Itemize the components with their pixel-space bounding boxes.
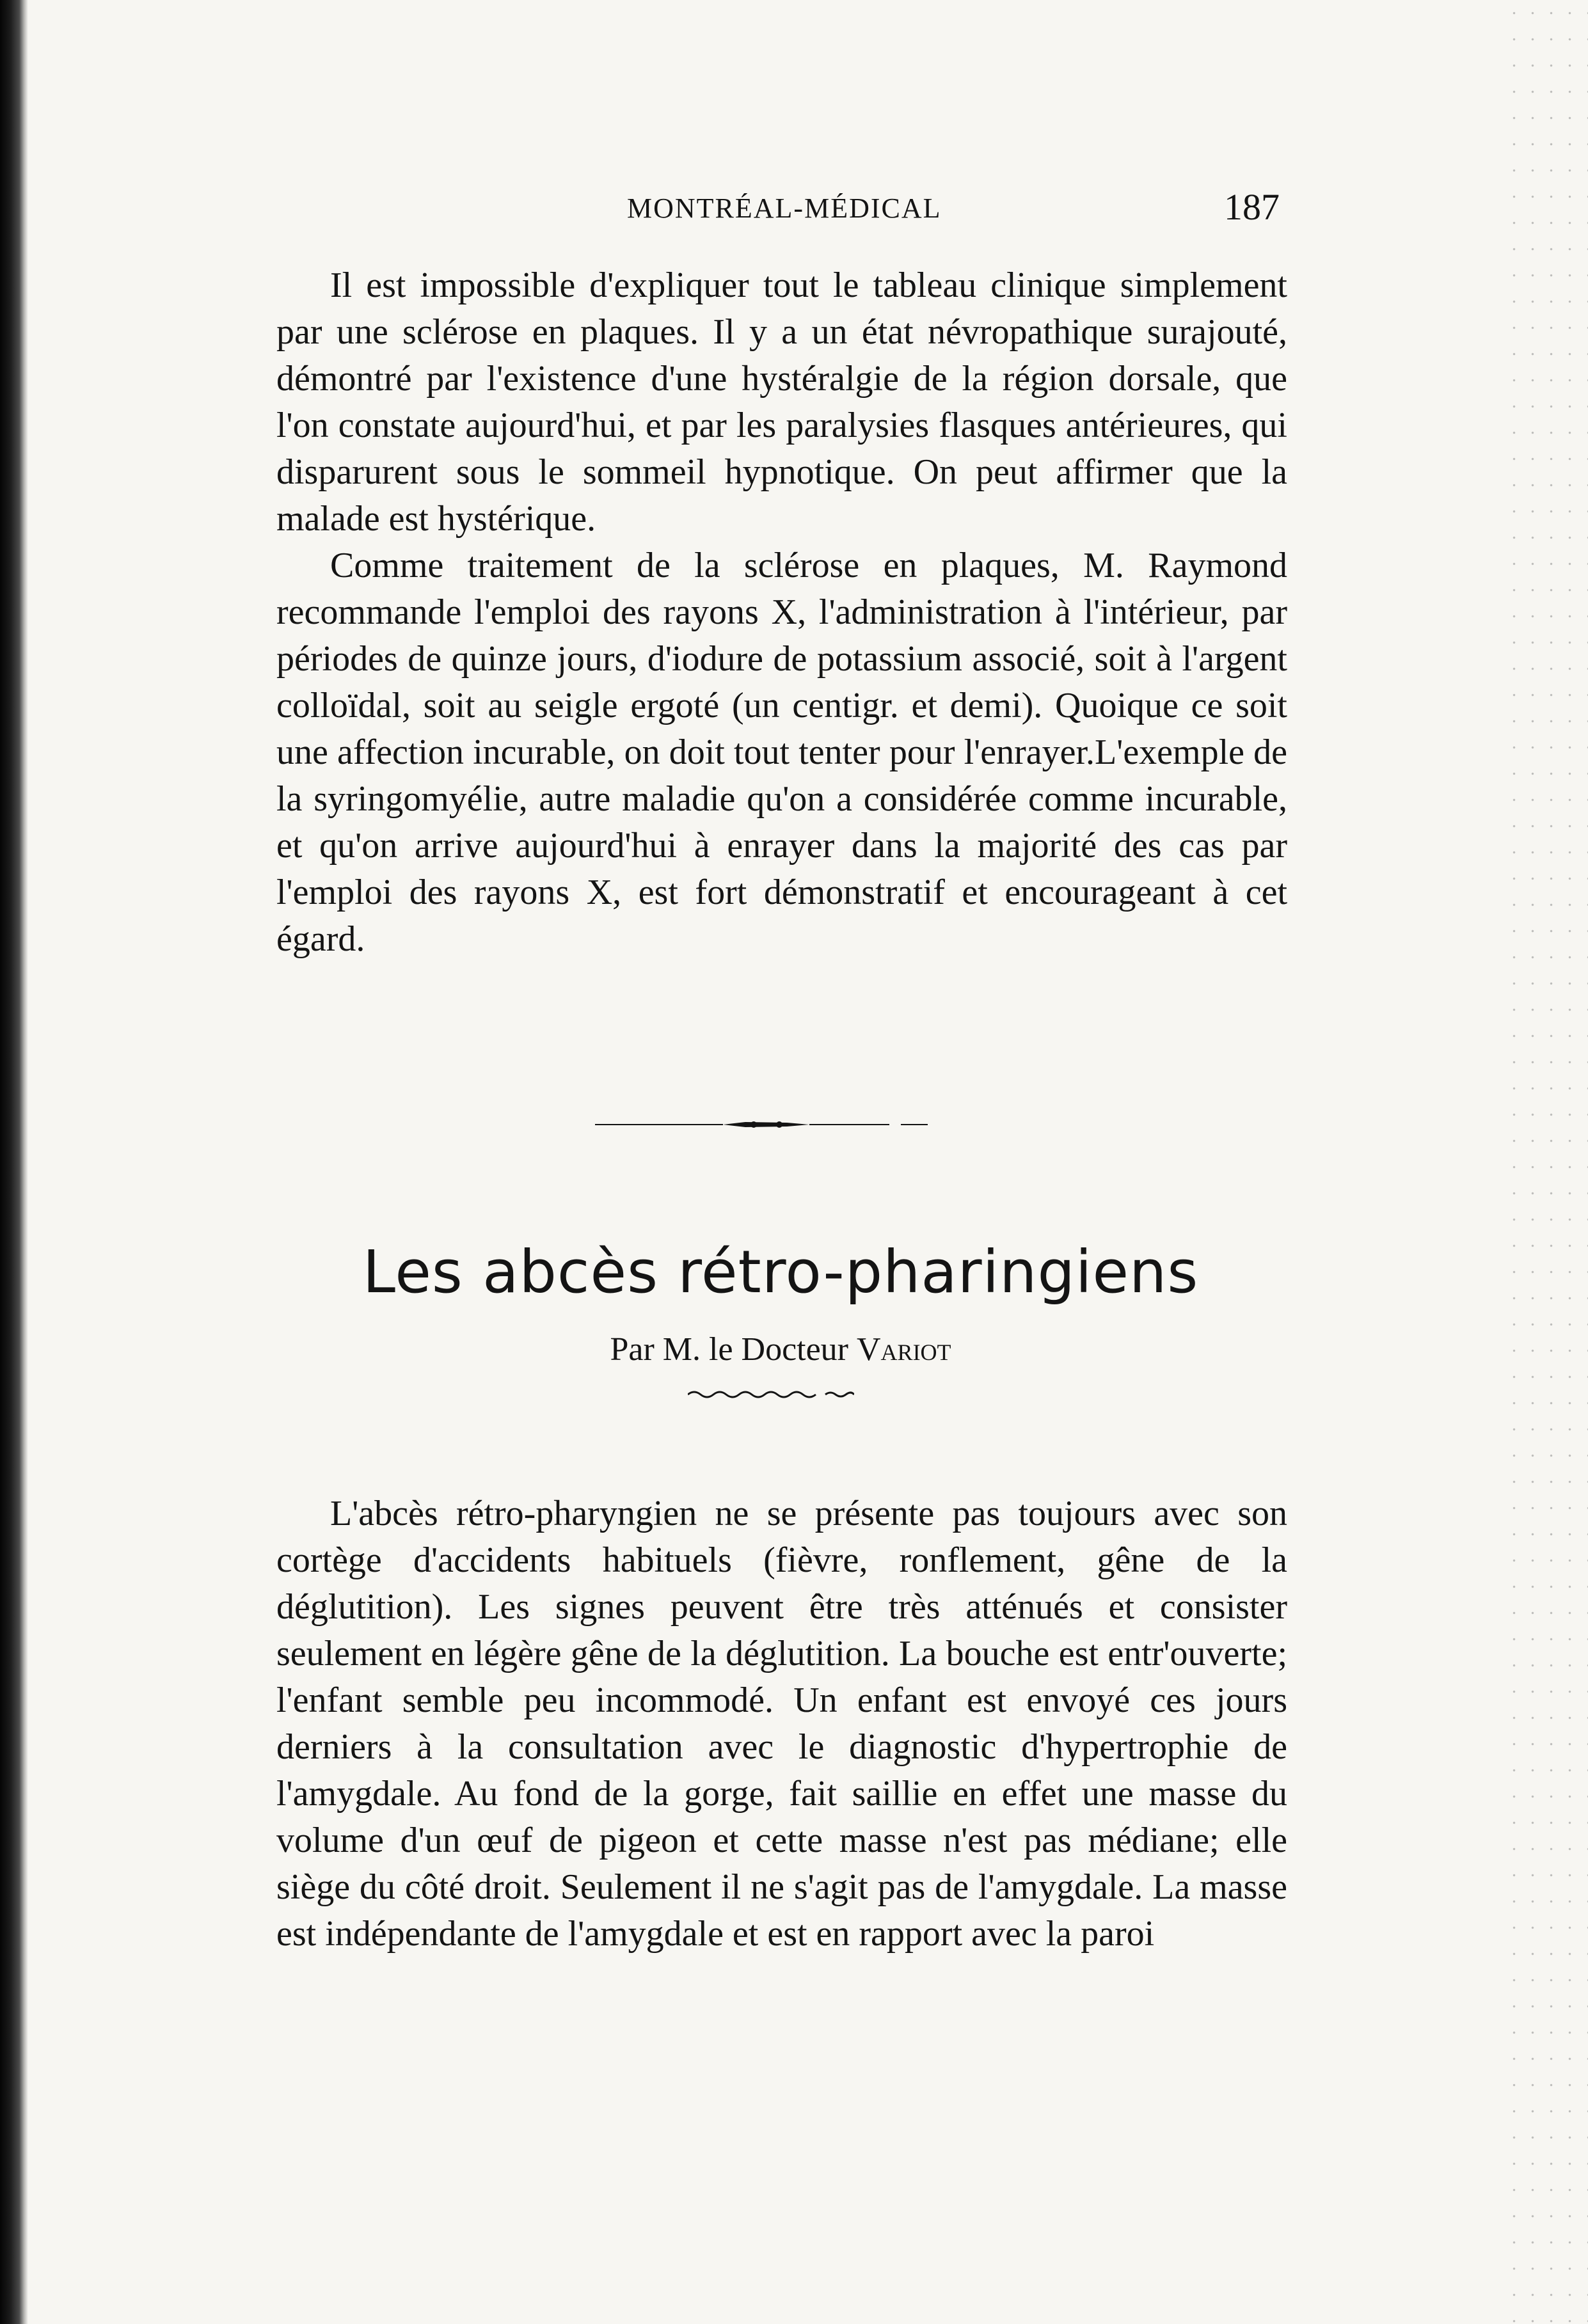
paragraph: Il est impossible d'expliquer tout le tableau clinique simplement par une sclérose en plaques. Il y a un état névropathique surajouté, démontré par l'existence d'une hystéralgie de la région dorsale, que l'on constate aujourd'hui, et par les paralysies flasques antérieures, qui disparurent sous le sommeil hypnotique. On peut affirmer que la malade est hystérique.	[276, 265, 1287, 539]
article-title: Les abcès rétro-pharingiens	[362, 1238, 1199, 1306]
section-divider-rule	[595, 1119, 928, 1130]
author-name: Variot	[857, 1331, 951, 1368]
paragraph: Comme traitement de la sclérose en plaques, M. Raymond recommande l'emploi des rayons X, l'administration à l'intérieur, par périodes de quinze jours, d'iodure de potassium associé, soit à l'argent colloïdal, soit au seigle ergoté (un centigr. et demi). Quoique ce soit une affection incurable, on doit tout tenter pour l'enrayer.L'exemple de la syringomyélie, autre maladie qu'on a considérée comme incurable, et qu'on arrive aujourd'hui à enrayer dans la majorité des cas par l'emploi des rayons X, est fort démonstratif et encourageant à cet égard.	[276, 546, 1287, 959]
journal-title: MONTRÉAL-MÉDICAL	[627, 193, 942, 224]
paragraph: L'abcès rétro-pharyngien ne se présente pas toujours avec son cortège d'accidents habituels (fièvre, ronflement, gêne de la déglutition). Les signes peuvent être très atténués et consister seulement en légère gêne de la déglutition. La bouche est entr'ouverte; l'enfant semble peu incommodé. Un enfant est envoyé ces jours derniers à la consultation avec le diagnostic d'hypertrophie de l'amygdale. Au fond de la gorge, fait saillie en effet une masse du volume d'un œuf de pigeon et cette masse n'est pas médiane; elle siège du côté droit. Seulement il ne s'agit pas de l'amygdale. La masse est indépendante de l'amygdale et est en rapport avec la paroi	[276, 1494, 1287, 1954]
article-byline	[243, 1331, 1318, 1368]
continued-text	[276, 262, 1287, 963]
scan-binding-edge	[0, 0, 28, 2324]
title-ornament	[688, 1387, 854, 1402]
byline-prefix: Par M. le Docteur	[610, 1331, 848, 1368]
article-body	[276, 1490, 1287, 1957]
page-number: 187	[1224, 186, 1280, 228]
scan-noise	[1505, 0, 1588, 2324]
running-head	[627, 186, 1280, 237]
